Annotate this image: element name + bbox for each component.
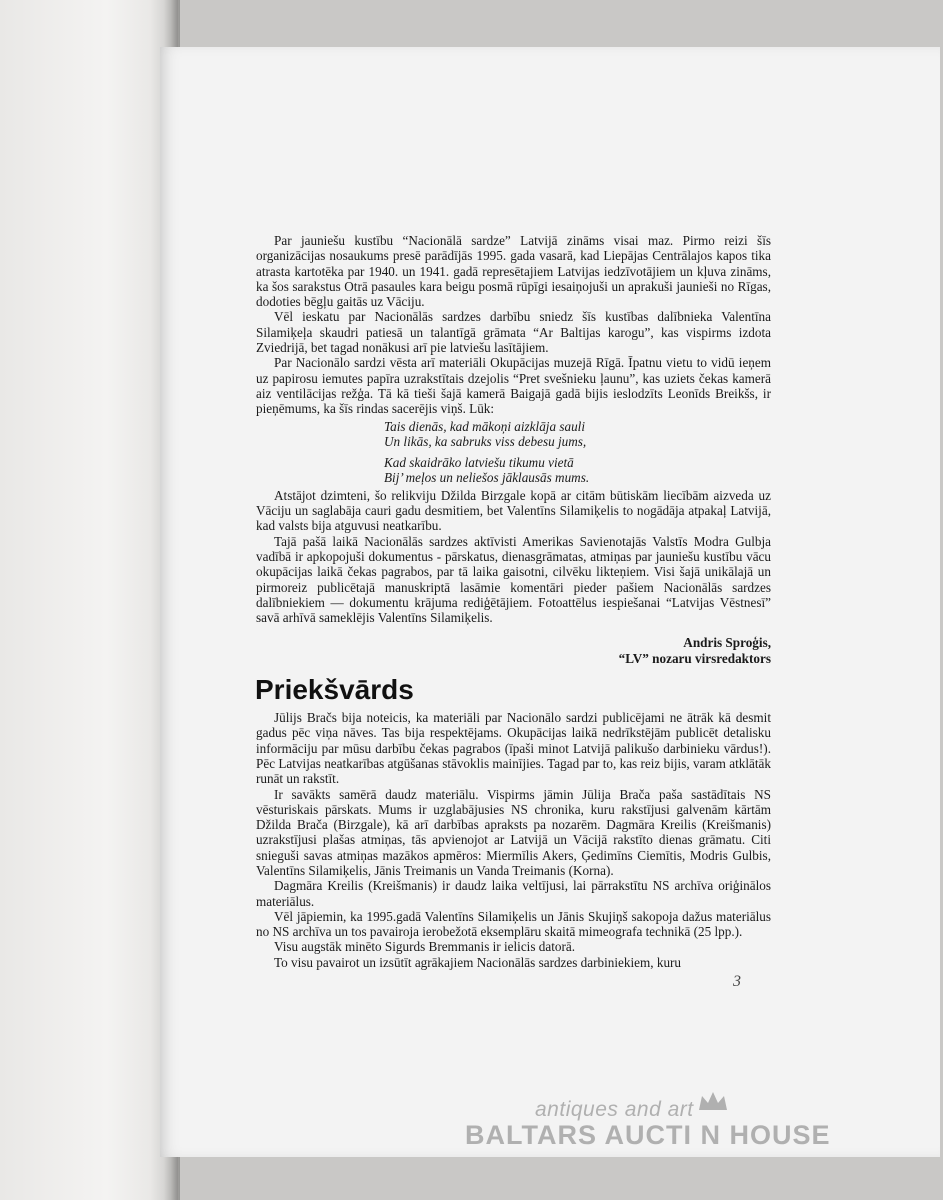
poem-line: Bij’ meļos un neliešos jāklausās mums. [384, 470, 590, 486]
article-text [256, 233, 771, 970]
intro-paragraph-3: Par Nacionālo sardzi vēsta arī materiāli Okupācijas muzejā Rīgā. Īpatnu vietu to vidū ieņem uz papirosu iemutes papīra uzrakstītais dzejolis “Pret svešnieku ļaunu”, kas uziets čekas kamerā aiz ventilācijas režģa. Tā kā tieši šajā kamerā Baigajā gadā bijis ieslodzīts Leonīds Breikšs, ir pieņēmums, ka šīs rindas sacerējis viņš. Lūk: [256, 355, 771, 417]
preface-paragraph-1: Jūlijs Bračs bija noteicis, ka materiāli par Nacionālo sardzi publicējami ne ātrāk kā desmit gadus pēc viņa nāves. Tas bija respektējams. Okupācijas laikā nedrīkstējām publicēt detalisku informāciju par mūsu darbību čekas pagrabos (īpaši minot Latvijā palikušo darbinieku vārdus!). Pēc Latvijas neatkarības atgūšanas stāvoklis mainījies. Tagad par to, kas reiz bijis, varam atklātāk runāt un rakstīt. [256, 710, 771, 787]
poem-line: Un likās, ka sabruks viss debesu jums, [384, 433, 587, 449]
poem-line: Kad skaidrāko latviešu tikumu vietā [384, 455, 574, 471]
watermark-tagline: antiques and art [535, 1098, 694, 1121]
watermark-name: BALTARS AUCTI N HOUSE [465, 1120, 831, 1150]
page-number: 3 [733, 973, 741, 990]
watermark [465, 1098, 885, 1151]
signature [256, 635, 771, 666]
preface-paragraph-2: Ir savākts samērā daudz materiālu. Vispirms jāmin Jūlija Brača paša sastādītais NS vēsturiskais pārskats. Mums ir uzglabājusies NS chronika, kuru rakstījusi galvenām kārtām Džilda Brača (Birzgale), kā arī darbības apraksts pa nozarēm. Dagmāra Kreilis (Kreišmanis) uzrakstījusi plašas atmiņas, tās apvienojot ar Latvijā un Vācijā rakstīto dienas grāmatu. Citi snieguši savas atmiņas mazākos apmēros: Miermīlis Akers, Ģedimīns Ciemītis, Modris Gulbis, Valentīns Silamiķelis, Jānis Treimanis un Vanda Treimanis (Korna). [256, 786, 771, 878]
preface-paragraph-6: To visu pavairot un izsūtīt agrākajiem Nacionālās sardzes darbiniekiem, kuru [274, 954, 682, 970]
poem-line: Tais dienās, kad mākoņi aizklāja sauli [384, 418, 585, 434]
section-heading: Priekšvārds [255, 674, 414, 706]
signature-title: “LV” nozaru virsredaktors [618, 650, 771, 666]
intro-paragraph-1: Par jauniešu kustību “Nacionālā sardze” Latvijā zināms visai maz. Pirmo reizi šīs organizācijas nosaukums presē parādījās 1995. gada vasarā, kad Liepājas Centrālajos kapos tika atrasta kartotēka par 1940. un 1941. gadā represētajiem Latvijas iedzīvotājiem un kļuva zināms, ka šos sarakstus Otrā pasaules kara beigu posmā rūpīgi iesaiņojuši un aprakuši jaunieši no Rīgas, dodoties bēgļu gaitās uz Vāciju. [256, 233, 771, 310]
preface-paragraph-5: Visu augstāk minēto Sigurds Bremmanis ir ielicis datorā. [274, 939, 576, 955]
preface-paragraph-4: Vēl jāpiemin, ka 1995.gadā Valentīns Silamiķelis un Jānis Skujiņš sakopoja dažus materiālus no NS archīva un tos pavairoja ierobežotā eksemplāru skaitā mimeografa technikā (25 lpp.). [256, 908, 771, 940]
intro-paragraph-2: Vēl ieskatu par Nacionālās sardzes darbību sniedz šīs kustības dalībnieka Valentīna Silamiķeļa skaudri patiesā un talantīgā grāmata “Ar Baltijas karogu”, kas vispirms izdota Zviedrijā, bet tagad nonākusi arī pie latviešu lasītājiem. [256, 309, 771, 356]
paragraph-activists: Tajā pašā laikā Nacionālās sardzes aktīvisti Amerikas Savienotajās Valstīs Modra Gulbja vadībā ir apkopojuši dokumentus - pārskatus, dienasgrāmatas, atmiņas par jauniešu kustību vācu okupācijas laikā čekas pagrabos, par tā laika gaisotni, cilvēku likteņiem. Visi šajā unikālajā un pirmoreiz publicētajā manuskriptā lasāmie komentāri pieder pašiem Nacionālās sardzes dalībniekiem — dokumentu krājuma rediģētājiem. Fotoattēlus iespiešanai “Latvijas Vēstnesī” savā arhīvā sameklējis Valentīns Silamiķelis. [256, 533, 771, 626]
paragraph-relic: Atstājot dzimteni, šo relikviju Džilda Birzgale kopā ar citām būtiskām liecībām aizveda uz Vāciju un saglabāja cauri gadu desmitiem, bet Valentīns Silamiķelis to nogādāja atpakaļ Latvijā, kad valsts bija atguvusi neatkarību. [256, 487, 771, 534]
poem [384, 419, 771, 486]
preface-paragraph-3: Dagmāra Kreilis (Kreišmanis) ir daudz laika veltījusi, lai pārrakstītu NS archīva oriģinālos materiālus. [256, 878, 771, 909]
crown-icon [697, 1090, 729, 1114]
signature-name: Andris Sproģis, [683, 635, 771, 651]
